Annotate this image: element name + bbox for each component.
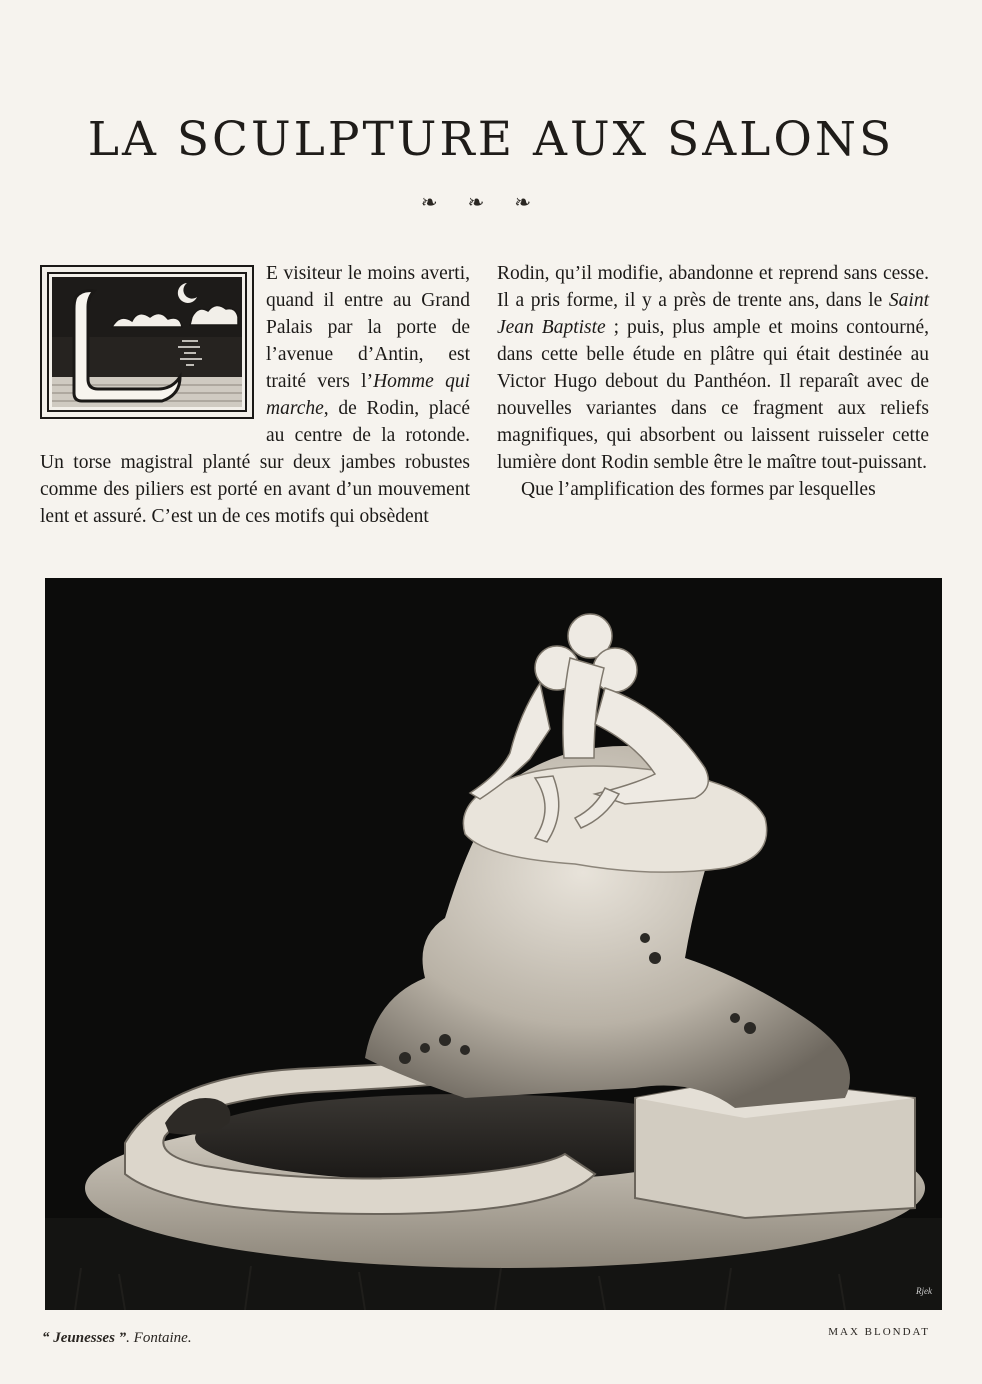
paragraph-1-continued <box>497 260 929 476</box>
photographer-signature: Rjek <box>916 1286 932 1296</box>
italic-reference-baptiste: Saint Jean Baptiste <box>497 290 929 338</box>
paragraph-right-text: Rodin, qu’il modifie, abandonne et reprend sans cesse. Il a pris forme, il y a près de trente ans, dans le <box>497 263 929 311</box>
photo-caption <box>42 1330 192 1347</box>
right-column <box>497 260 929 503</box>
paragraph-1-text-cont: , de Rodin, placé au centre de la rotonde. Un torse magistral planté sur deux jambes robustes comme des piliers est porté en avant d’un mouvement lent et assuré. C’est un de ces motifs qui obsèdent <box>40 398 470 527</box>
paragraph-2: Que l’amplification des formes par lesquelles <box>521 479 876 500</box>
artist-credit: MAX BLONDAT <box>828 1326 930 1338</box>
paragraph-right-text-cont: ; puis, plus ample et moins contourné, dans cette belle étude en plâtre qui était destinée au Victor Hugo debout du Panthéon. Il reparaît avec de nouvelles variantes dans ce fragment aux reliefs magnifiques, qui absorbent ou laissent ruisseler cette lumière dont Rodin semble être le maître tout-puissant. <box>497 317 929 473</box>
page-title: LA SCULPTURE AUX SALONS <box>87 112 895 167</box>
drop-cap-illustration <box>40 265 254 419</box>
caption-title: “ Jeunesses ” <box>42 1330 127 1346</box>
fountain-photograph <box>45 578 942 1310</box>
left-column <box>40 260 470 530</box>
caption-rest: . Fontaine. <box>126 1330 192 1346</box>
paragraph-1-text: E visiteur le moins averti, quand il entre au Grand Palais par la porte de l’avenue d’Antin, est traité vers l’ <box>266 263 470 392</box>
italic-reference-homme: Homme qui marche <box>266 371 470 419</box>
ornament-divider: ❧❧❧ <box>420 192 562 214</box>
